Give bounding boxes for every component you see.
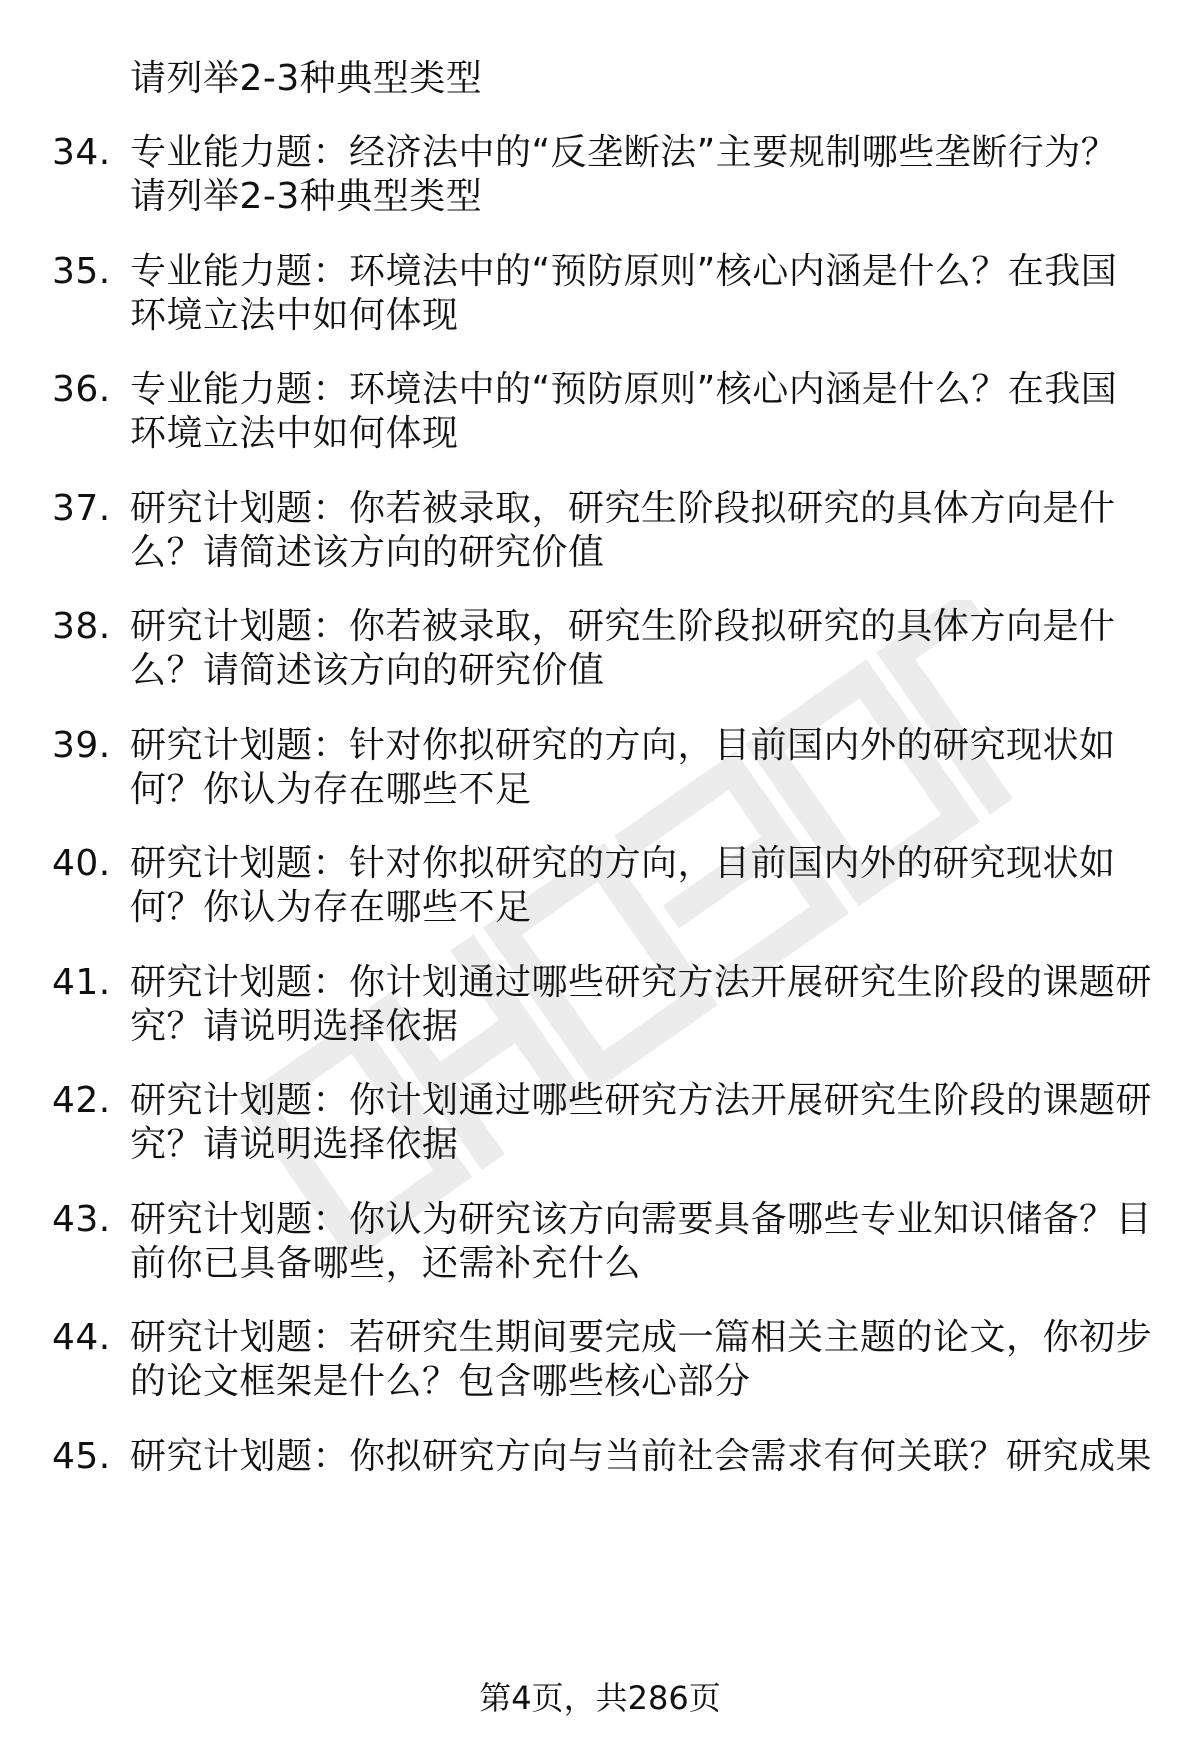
question-number: 43. [52,1199,111,1240]
question-line: 研究计划题：针对你拟研究的方向，目前国内外的研究现状如 [130,725,1116,766]
question-number: 38. [52,606,111,647]
question-line: 研究计划题：你计划通过哪些研究方法开展研究生阶段的课题研 [130,962,1153,1003]
question-line: 么？请简述该方向的研究价值 [130,532,605,573]
question-line: 请列举2-3种典型类型 [130,176,483,217]
question-number: 37. [52,488,111,529]
continuation-text: 请列举2-3种典型类型 [130,58,483,99]
question-number: 42. [52,1080,111,1121]
question-line: 专业能力题：经济法中的“反垄断法”主要规制哪些垄断行为？ [130,132,1118,173]
question-line: 究？请说明选择依据 [130,1124,459,1165]
question-line: 究？请说明选择依据 [130,1006,459,1047]
question-line: 研究计划题：针对你拟研究的方向，目前国内外的研究现状如 [130,843,1116,884]
question-line: 么？请简述该方向的研究价值 [130,650,605,691]
question-line: 研究计划题：你若被录取，研究生阶段拟研究的具体方向是什 [130,606,1116,647]
question-number: 39. [52,725,111,766]
question-line: 研究计划题：你计划通过哪些研究方法开展研究生阶段的课题研 [130,1080,1153,1121]
question-number: 35. [52,251,111,292]
question-line: 何？你认为存在哪些不足 [130,887,532,928]
question-line: 研究计划题：若研究生期间要完成一篇相关主题的论文，你初步 [130,1317,1153,1358]
question-line: 研究计划题：你拟研究方向与当前社会需求有何关联？研究成果 [130,1436,1153,1477]
watermark [200,600,1100,1300]
question-line: 环境立法中如何体现 [130,413,459,454]
question-number: 45. [52,1436,111,1477]
question-number: 36. [52,369,111,410]
question-number: 41. [52,962,111,1003]
question-line: 的论文框架是什么？包含哪些核心部分 [130,1361,751,1402]
question-number: 40. [52,843,111,884]
page-footer: 第4页，共286页 [479,1679,721,1717]
question-line: 研究计划题：你若被录取，研究生阶段拟研究的具体方向是什 [130,488,1116,529]
question-line: 研究计划题：你认为研究该方向需要具备哪些专业知识储备？目 [130,1199,1153,1240]
question-number: 44. [52,1317,111,1358]
question-line: 何？你认为存在哪些不足 [130,769,532,810]
question-line: 环境立法中如何体现 [130,295,459,336]
question-number: 34. [52,132,111,173]
question-line: 专业能力题：环境法中的“预防原则”核心内涵是什么？在我国 [130,369,1118,410]
question-line: 专业能力题：环境法中的“预防原则”核心内涵是什么？在我国 [130,251,1118,292]
question-line: 前你已具备哪些，还需补充什么 [130,1243,642,1284]
